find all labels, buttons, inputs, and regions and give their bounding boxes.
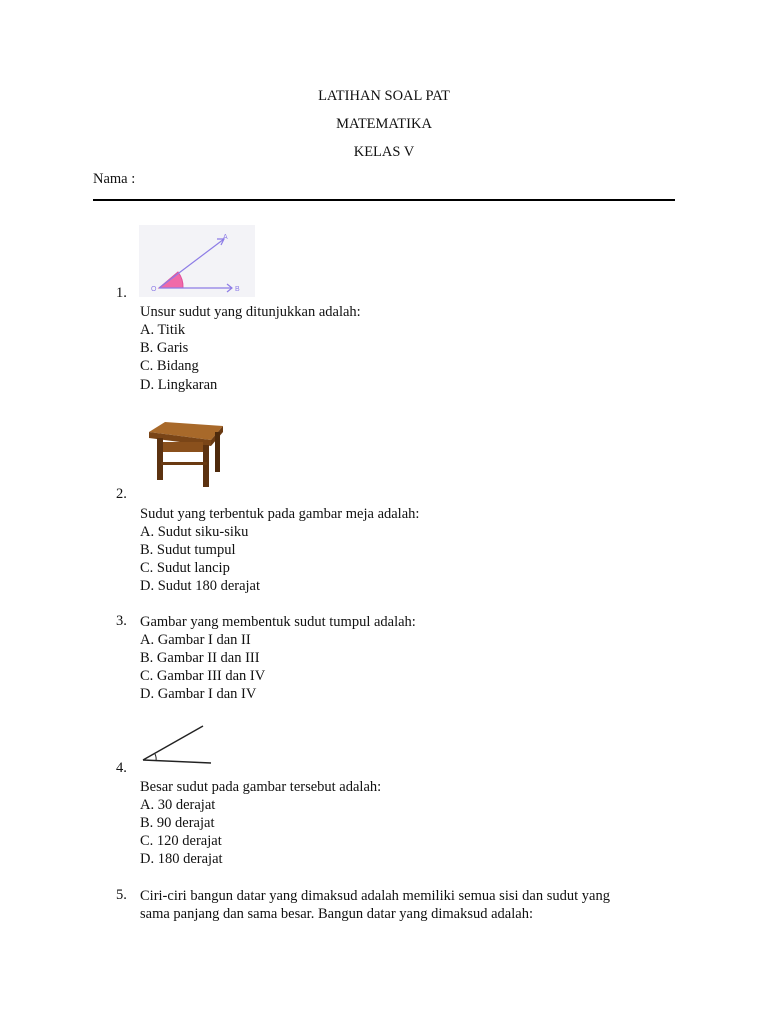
angle-lower-ray bbox=[143, 760, 211, 763]
question-3-option-d: D. Gambar I dan IV bbox=[140, 686, 257, 702]
angle-diagram-svg bbox=[139, 225, 255, 297]
point-a-label: A bbox=[223, 234, 228, 241]
question-1-option-d: D. Lingkaran bbox=[140, 377, 218, 393]
question-5-text-line-1: Ciri-ciri bangun datar yang dimaksud adalah memiliki semua sisi dan sudut yang bbox=[140, 888, 610, 904]
title-line-2: MATEMATIKA bbox=[336, 116, 432, 132]
table-crossbar bbox=[161, 462, 207, 465]
table-leg-front-left bbox=[157, 438, 163, 480]
acute-angle-image bbox=[139, 720, 227, 770]
angle-upper-ray bbox=[143, 726, 203, 760]
point-o-label: O bbox=[151, 286, 157, 293]
table-drawer bbox=[163, 442, 203, 452]
question-1-number: 1. bbox=[116, 285, 127, 301]
table-photo-image bbox=[139, 412, 231, 500]
header-divider bbox=[93, 199, 675, 201]
question-3-option-b: B. Gambar II dan III bbox=[140, 650, 260, 666]
question-4-number: 4. bbox=[116, 760, 127, 776]
question-2-number: 2. bbox=[116, 486, 127, 502]
question-1-text: Unsur sudut yang ditunjukkan adalah: bbox=[140, 304, 361, 320]
acute-angle-svg bbox=[139, 720, 227, 770]
question-2-option-b: B. Sudut tumpul bbox=[140, 542, 236, 558]
title-line-1: LATIHAN SOAL PAT bbox=[318, 88, 450, 104]
question-5-text-line-2: sama panjang dan sama besar. Bangun datar yang dimaksud adalah: bbox=[140, 906, 533, 922]
question-3-option-a: A. Gambar I dan II bbox=[140, 632, 251, 648]
question-5-number: 5. bbox=[116, 887, 127, 903]
question-4-option-c: C. 120 derajat bbox=[140, 833, 222, 849]
question-2-option-c: C. Sudut lancip bbox=[140, 560, 230, 576]
question-3-number: 3. bbox=[116, 613, 127, 629]
title-line-3: KELAS V bbox=[353, 144, 415, 160]
table-leg-front-right bbox=[203, 445, 209, 487]
question-3-text: Gambar yang membentuk sudut tumpul adalah: bbox=[140, 614, 416, 630]
question-2-option-d: D. Sudut 180 derajat bbox=[140, 578, 261, 594]
question-1-option-b: B. Garis bbox=[140, 340, 189, 356]
question-2-option-a: A. Sudut siku-siku bbox=[140, 524, 249, 540]
angle-diagram-image bbox=[139, 225, 255, 297]
question-4-option-d: D. 180 derajat bbox=[140, 851, 223, 867]
question-3-option-c: C. Gambar III dan IV bbox=[140, 668, 266, 684]
question-1-option-a: A. Titik bbox=[140, 322, 186, 338]
question-4-text: Besar sudut pada gambar tersebut adalah: bbox=[140, 779, 382, 795]
question-2-text: Sudut yang terbentuk pada gambar meja adalah: bbox=[140, 506, 420, 522]
question-1-option-c: C. Bidang bbox=[140, 358, 199, 374]
table-photo-svg bbox=[139, 412, 231, 500]
ray-oa bbox=[159, 239, 224, 288]
table-leg-back-right bbox=[215, 432, 220, 472]
question-4-option-a: A. 30 derajat bbox=[140, 797, 216, 813]
question-4-option-b: B. 90 derajat bbox=[140, 815, 215, 831]
point-b-label: B bbox=[235, 286, 240, 293]
nama-label: Nama : bbox=[93, 171, 136, 187]
